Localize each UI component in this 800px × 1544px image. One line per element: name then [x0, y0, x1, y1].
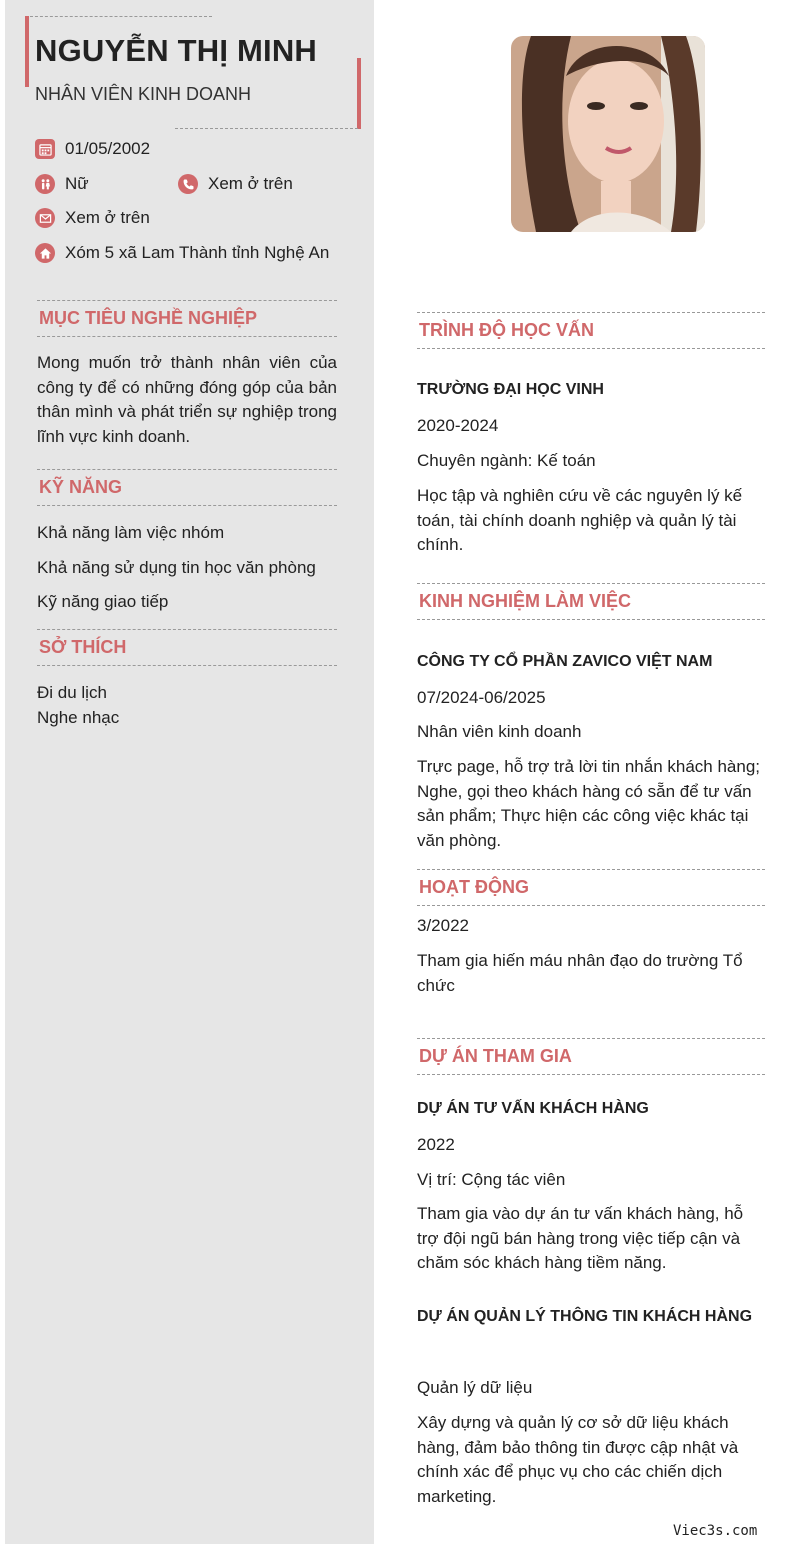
gender-icon: [35, 174, 55, 194]
name-bottom-divider: [175, 128, 358, 129]
activity-description: Tham gia hiến máu nhân đạo do trường Tổ chức: [417, 951, 743, 995]
skills-header: [37, 469, 337, 506]
birthdate-row: [35, 139, 150, 159]
home-icon: [35, 243, 55, 263]
project-year: 2022: [417, 1135, 455, 1154]
activities-header: [417, 869, 765, 906]
experience-heading: KINH NGHIỆM LÀM VIỆC: [419, 591, 632, 611]
hobby-item: Nghe nhạc: [37, 708, 120, 727]
address-value: Xóm 5 xã Lam Thành tỉnh Nghệ An: [65, 243, 330, 262]
education-heading: TRÌNH ĐỘ HỌC VẤN: [419, 320, 594, 340]
project-name: DỰ ÁN QUẢN LÝ THÔNG TIN KHÁCH HÀNG: [417, 1308, 753, 1325]
name-top-divider: [25, 16, 212, 17]
calendar-icon: [35, 139, 55, 159]
phone-value: Xem ở trên: [208, 174, 293, 193]
left-sidebar: [5, 0, 374, 1544]
experience-position: Nhân viên kinh doanh: [417, 722, 582, 741]
education-period: 2020-2024: [417, 416, 499, 435]
education-major: Chuyên ngành: Kế toán: [417, 451, 596, 470]
company-name: CÔNG TY CỔ PHẦN ZAVICO VIỆT NAM: [417, 653, 713, 670]
education-header: [417, 312, 765, 349]
hobby-item: Đi du lịch: [37, 683, 107, 702]
email-value: Xem ở trên: [65, 208, 150, 227]
skill-item: Khả năng làm việc nhóm: [37, 523, 225, 542]
activities-heading: HOẠT ĐỘNG: [419, 877, 529, 897]
phone-icon: [178, 174, 198, 194]
name-accent-bar-right: [357, 58, 361, 129]
objective-header: [37, 300, 337, 337]
skill-item: Kỹ năng giao tiếp: [37, 592, 169, 611]
skills-heading: KỸ NĂNG: [39, 477, 123, 497]
hobbies-header: [37, 629, 337, 666]
projects-heading: DỰ ÁN THAM GIA: [419, 1046, 572, 1066]
watermark: Viec3s.com: [673, 1523, 758, 1539]
experience-description: Trực page, hỗ trợ trả lời tin nhắn khách hàng; Nghe, gọi theo khách hàng có sẵn để tư vấn sản phẩm; Thực hiện các công việc khác tại văn phòng.: [417, 757, 761, 850]
email-row: [35, 208, 150, 228]
project-description: Tham gia vào dự án tư vấn khách hàng, hỗ trợ đội ngũ bán hàng trong việc tiếp cận và chăm sóc khách hàng tiềm năng.: [417, 1204, 744, 1272]
gender-value: Nữ: [65, 174, 89, 193]
objective-heading: MỤC TIÊU NGHỀ NGHIỆP: [39, 308, 258, 328]
gender-row: [35, 174, 89, 194]
project-role: Vị trí: Cộng tác viên: [417, 1170, 566, 1189]
activity-date: 3/2022: [417, 916, 469, 935]
skill-item: Khả năng sử dụng tin học văn phòng: [37, 558, 316, 577]
experience-period: 07/2024-06/2025: [417, 688, 546, 707]
project-name: DỰ ÁN TƯ VẤN KHÁCH HÀNG: [417, 1100, 649, 1117]
phone-row: [178, 174, 293, 194]
candidate-name: NGUYỄN THỊ MINH: [35, 33, 317, 68]
job-title: NHÂN VIÊN KINH DOANH: [35, 84, 252, 104]
profile-photo: [511, 36, 705, 232]
experience-header: [417, 583, 765, 620]
school-name: TRƯỜNG ĐẠI HỌC VINH: [417, 381, 604, 398]
birthdate-value: 01/05/2002: [65, 139, 151, 158]
envelope-icon: [35, 208, 55, 228]
project-role: Quản lý dữ liệu: [417, 1378, 533, 1397]
objective-text: Mong muốn trở thành nhân viên của công ty để có những đóng góp của bản thân mình và phát triển sự nghiệp trong lĩnh vực kinh doanh.: [37, 353, 337, 446]
hobbies-heading: SỞ THÍCH: [39, 637, 127, 657]
projects-header: [417, 1038, 765, 1075]
name-accent-bar-left: [25, 16, 29, 87]
education-description: Học tập và nghiên cứu về các nguyên lý kế toán, tài chính doanh nghiệp và quản lý tài chính.: [417, 486, 743, 554]
project-description: Xây dựng và quản lý cơ sở dữ liệu khách hàng, đảm bảo thông tin được cập nhật và chính xác để phục vụ cho các chiến dịch marketing.: [417, 1413, 739, 1506]
address-row: [35, 243, 329, 263]
